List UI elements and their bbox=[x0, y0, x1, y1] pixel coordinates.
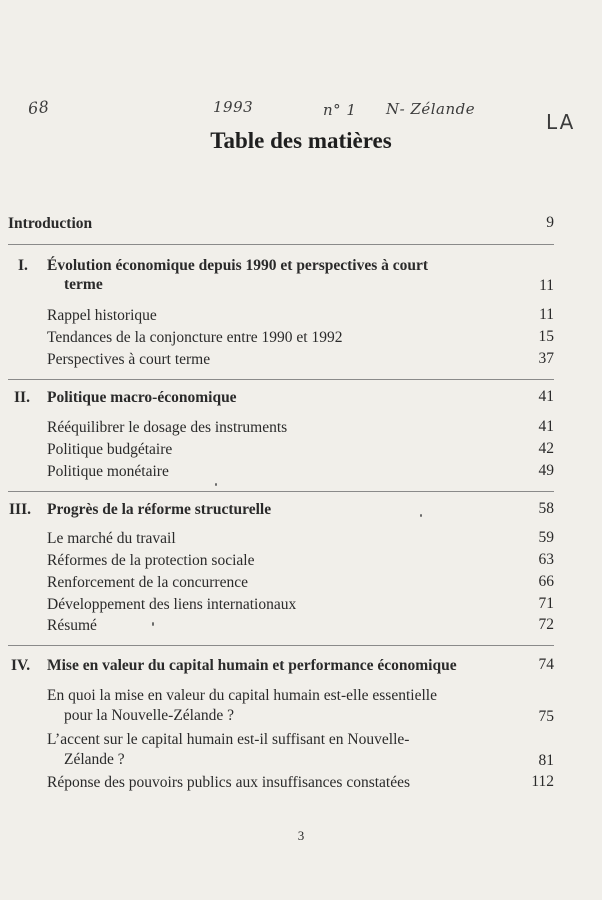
toc-item-page: 59 bbox=[538, 529, 554, 546]
handwritten-code: LA bbox=[546, 110, 576, 134]
toc-item-label-cont: Zélande ? bbox=[64, 751, 125, 768]
toc-item-label: Développement des liens internationaux bbox=[47, 596, 297, 613]
section-title: Politique macro-économique bbox=[47, 389, 237, 406]
toc-item-page: 37 bbox=[538, 350, 554, 367]
toc-item-page: 63 bbox=[538, 551, 554, 568]
section-title: Évolution économique depuis 1990 et perspectives à court bbox=[47, 257, 429, 274]
section-page: 11 bbox=[539, 277, 554, 294]
section-title-cont: terme bbox=[64, 276, 103, 293]
section-title: Mise en valeur du capital humain et performance économique bbox=[47, 657, 457, 674]
toc-item-label: Le marché du travail bbox=[47, 530, 176, 547]
page-title: Table des matières bbox=[210, 128, 392, 153]
toc-item-label: Politique budgétaire bbox=[47, 441, 173, 458]
handwritten-country: N- Zélande bbox=[386, 100, 476, 118]
toc-item-label: Renforcement de la concurrence bbox=[47, 574, 248, 591]
handwritten-number: n° 1 bbox=[323, 101, 357, 119]
toc-item-page: 71 bbox=[538, 595, 554, 612]
toc-item-label: Rééquilibrer le dosage des instruments bbox=[47, 419, 288, 436]
handwritten-year: 1993 bbox=[213, 98, 254, 116]
scan-speck bbox=[420, 514, 422, 517]
section-page: 58 bbox=[538, 500, 554, 517]
toc-introduction-label: Introduction bbox=[8, 215, 93, 232]
toc-item-page: 112 bbox=[531, 773, 554, 790]
toc-item-label: Résumé bbox=[47, 617, 97, 634]
divider bbox=[8, 491, 554, 492]
scan-speck bbox=[152, 622, 154, 626]
toc-item-page: 11 bbox=[539, 306, 554, 323]
toc-item-label: L’accent sur le capital humain est-il suffisant en Nouvelle- bbox=[47, 731, 410, 748]
toc-item-label: Réformes de la protection sociale bbox=[47, 552, 255, 569]
toc-item-label: Tendances de la conjoncture entre 1990 et 1992 bbox=[47, 329, 343, 346]
page-number: 3 bbox=[297, 828, 305, 843]
toc-item-label: Rappel historique bbox=[47, 307, 157, 324]
toc-item-label: Réponse des pouvoirs publics aux insuffisances constatées bbox=[47, 774, 411, 791]
handwritten-note: 68 bbox=[27, 96, 51, 119]
section-page: 41 bbox=[538, 388, 554, 405]
section-title: Progrès de la réforme structurelle bbox=[47, 501, 272, 518]
toc-item-page: 81 bbox=[538, 752, 554, 769]
toc-item-label: En quoi la mise en valeur du capital humain est-elle essentielle bbox=[47, 687, 437, 704]
toc-item-label: Politique monétaire bbox=[47, 463, 169, 480]
divider bbox=[8, 645, 554, 646]
divider bbox=[8, 379, 554, 380]
toc-introduction-page: 9 bbox=[546, 214, 554, 231]
divider bbox=[8, 244, 554, 245]
toc-item-label: Perspectives à court terme bbox=[47, 351, 211, 368]
toc-item-page: 15 bbox=[538, 328, 554, 345]
section-page: 74 bbox=[538, 656, 554, 673]
toc-item-page: 75 bbox=[538, 708, 554, 725]
section-numeral: I. bbox=[18, 257, 28, 274]
toc-item-page: 42 bbox=[538, 440, 554, 457]
toc-item-label-cont: pour la Nouvelle-Zélande ? bbox=[64, 707, 234, 724]
section-numeral: III. bbox=[9, 501, 31, 518]
section-numeral: II. bbox=[14, 389, 30, 406]
toc-item-page: 66 bbox=[538, 573, 554, 590]
toc-item-page: 49 bbox=[538, 462, 554, 479]
section-numeral: IV. bbox=[11, 657, 31, 674]
scan-speck bbox=[215, 483, 217, 486]
toc-item-page: 41 bbox=[538, 418, 554, 435]
toc-item-page: 72 bbox=[538, 616, 554, 633]
